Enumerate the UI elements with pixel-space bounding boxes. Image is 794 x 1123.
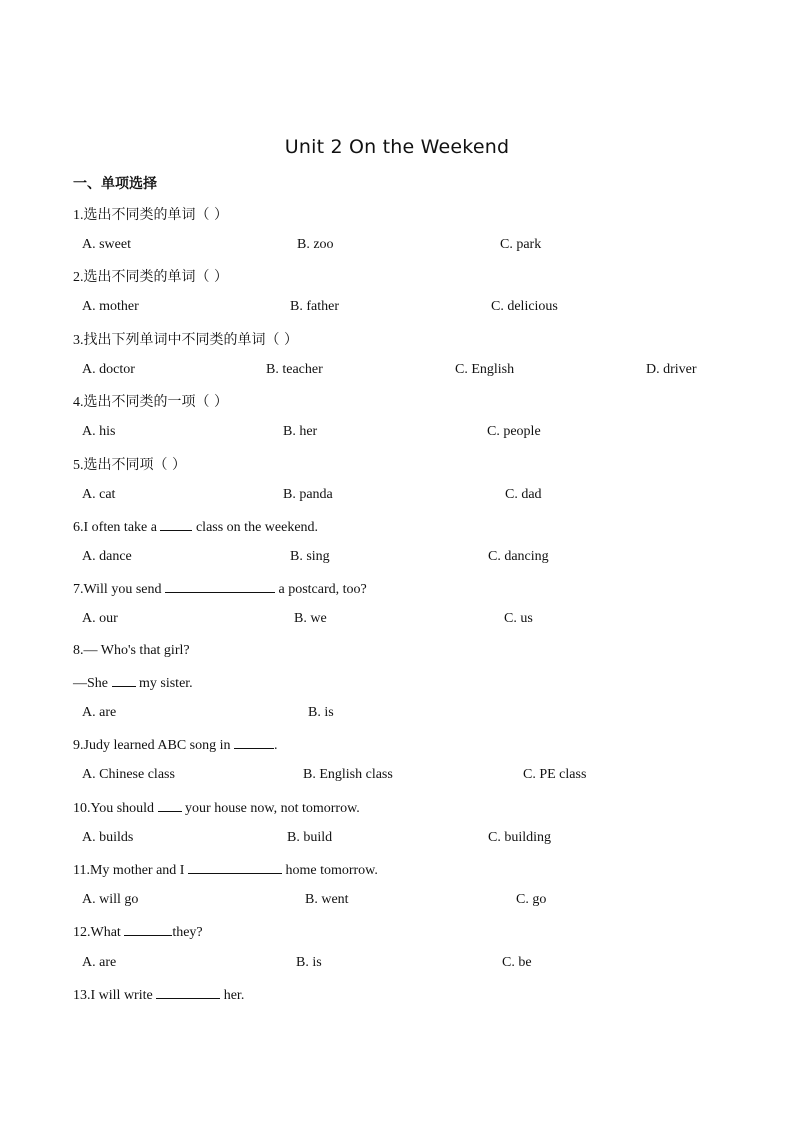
question-6: 6.I often take a class on the weekend. [73, 520, 319, 535]
option-4b: B. her [283, 424, 318, 439]
option-1a: A. sweet [82, 237, 131, 252]
option-3b: B. teacher [266, 362, 323, 377]
question-5: 5.选出不同项（ ） [73, 457, 186, 473]
option-1c: C. park [500, 237, 542, 252]
question-9: 9.Judy learned ABC song in . [73, 738, 278, 753]
page-title: Unit 2 On the Weekend [284, 136, 510, 158]
option-11b: B. went [305, 892, 349, 907]
question-8-line-2: —She my sister. [73, 676, 193, 691]
option-9b: B. English class [303, 767, 393, 782]
option-7a: A. our [82, 611, 118, 626]
question-4: 4.选出不同类的一项（ ） [73, 394, 228, 410]
answer-blank [188, 861, 282, 874]
option-10c: C. building [488, 830, 552, 845]
option-6a: A. dance [82, 549, 132, 564]
option-11c: C. go [516, 892, 547, 907]
question-12: 12.What they? [73, 925, 203, 940]
option-8b: B. is [308, 705, 334, 720]
option-6c: C. dancing [488, 549, 549, 564]
question-2: 2.选出不同类的单词（ ） [73, 269, 228, 285]
option-4c: C. people [487, 424, 541, 439]
option-10a: A. builds [82, 830, 134, 845]
answer-blank [165, 580, 275, 593]
option-4a: A. his [82, 424, 116, 439]
question-11: 11.My mother and I home tomorrow. [73, 863, 378, 878]
answer-blank [112, 674, 136, 687]
option-8a: A. are [82, 705, 117, 720]
option-10b: B. build [287, 830, 333, 845]
option-2c: C. delicious [491, 299, 558, 314]
option-3d: D. driver [646, 362, 697, 377]
answer-blank [158, 799, 182, 812]
option-11a: A. will go [82, 892, 139, 907]
option-7b: B. we [294, 611, 327, 626]
option-12b: B. is [296, 955, 322, 970]
option-1b: B. zoo [297, 237, 334, 252]
option-2a: A. mother [82, 299, 139, 314]
answer-blank [234, 736, 274, 749]
answer-blank [156, 986, 220, 999]
option-7c: C. us [504, 611, 533, 626]
option-5c: C. dad [505, 487, 542, 502]
question-1: 1.选出不同类的单词（ ） [73, 207, 228, 223]
option-12a: A. are [82, 955, 117, 970]
option-9a: A. Chinese class [82, 767, 175, 782]
option-6b: B. sing [290, 549, 330, 564]
option-3a: A. doctor [82, 362, 135, 377]
option-3c: C. English [455, 362, 515, 377]
question-8: 8.— Who's that girl? [73, 643, 190, 658]
answer-blank [124, 923, 172, 936]
option-2b: B. father [290, 299, 339, 314]
question-7: 7.Will you send a postcard, too? [73, 582, 367, 597]
question-10: 10.You should your house now, not tomorrow. [73, 801, 360, 816]
question-13: 13.I will write her. [73, 988, 245, 1003]
option-5b: B. panda [283, 487, 333, 502]
section-heading: 一、单项选择 [73, 176, 157, 192]
option-5a: A. cat [82, 487, 116, 502]
question-3: 3.找出下列单词中不同类的单词（ ） [73, 332, 298, 348]
option-9c: C. PE class [523, 767, 587, 782]
option-12c: C. be [502, 955, 532, 970]
answer-blank [160, 518, 192, 531]
